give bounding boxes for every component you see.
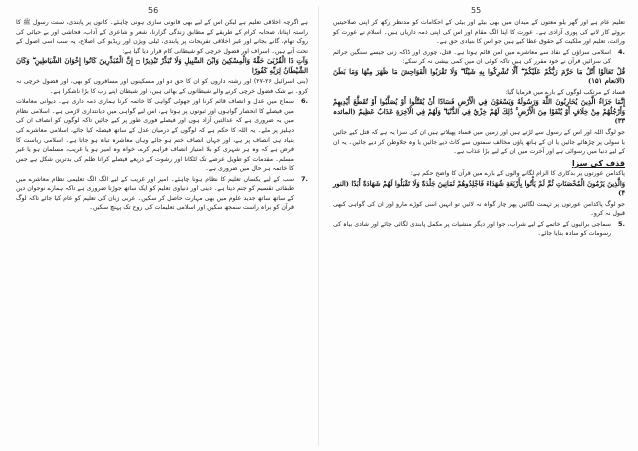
- left-page-number: 56: [148, 6, 159, 15]
- numbered-paragraph: [333, 48, 625, 67]
- paragraph-text: پاکدامن عورتوں پر بدکاری کا الزام لگانے والوں کے بارے میں قرآن کا واضح حکم ہے:: [410, 170, 625, 178]
- paragraph-number: 4.: [618, 47, 625, 56]
- numbered-paragraph: [16, 97, 308, 173]
- paragraph-text: تعلیم عام ہے اور گھر یلو معتوں کے میدان میں بھی بیٹے اور بیٹی کے احکامات کو مدنظر رکھ کر اپنی صلاحیتیں بروئے کار لانے کی پوری آزادی ہے۔ عورت کا اپنا الگ مقام اور اس کی اپنی ذمہ داریاں ہیں۔ اسلام نے عورت کو وراثت، تعلیم اور ملکیت کے حقوق عطا کیے ہیں جو اس کا بنیادی حق ہے۔: [333, 19, 625, 46]
- paragraph-text: (بنی اسرائیل ۲۶-۲۷) اور رشتہ داروں کو ان کا حق دو اور مسکینوں اور مسافروں کو بھی، اور فضول خرچی نہ کرو۔ بے شک فضول خرچی کرنے والے شیطانوں کے بھائی ہیں، اور شیطان اپنے رب کا بڑا ناشکرا ہے۔: [16, 78, 309, 95]
- quran-verse: [333, 68, 625, 87]
- paragraph: [333, 169, 625, 179]
- right-page-number: 55: [471, 6, 482, 15]
- paragraph: [333, 200, 625, 219]
- quran-verse: [16, 57, 308, 76]
- right-page-text: [333, 18, 625, 240]
- paragraph-text: سماجی برائیوں کے خاتمے کے لیے شراب، جوا اور دیگر منشیات پر مکمل پابندی لگائی جائے اور شادی بیاہ کی رسومات کو سادہ بنایا جائے۔: [333, 220, 611, 238]
- quran-verse: [333, 98, 625, 127]
- paragraph: [333, 88, 625, 98]
- section-heading: قذف کی سزا: [571, 158, 625, 168]
- paragraph: [333, 128, 625, 157]
- paragraph-text: اسلامی سزاؤں کے نفاذ سے معاشرے میں امن قائم ہوتا ہے۔ قتل، چوری اور ڈاکہ زنی جیسے سنگین جرائم کی سزائیں قرآن نے خود مقرر کی ہیں تاکہ کوئی ان میں کمی بیشی نہ کر سکے:: [333, 48, 611, 66]
- numbered-paragraph: [16, 175, 308, 213]
- verse-text: وَآتِ ذَا الْقُرْبَىٰ حَقَّهُ وَالْمِسْكِينَ وَابْنَ السَّبِيلِ وَلَا تُبَذِّرْ تَبْذِيرًا ۝ إِنَّ الْمُبَذِّرِينَ كَانُوا إِخْوَانَ الشَّيَاطِينِ ۖ وَكَانَ الشَّيْطَانُ لِرَبِّهِ كَفُورًا: [16, 57, 308, 75]
- left-page-text: [16, 18, 308, 214]
- paragraph-number: 7.: [301, 174, 308, 183]
- paragraph-text: سماج میں عدل و انصاف قائم کرنا اور جھوٹی گواہی کا خاتمہ کرنا ہماری ذمہ داری ہے۔ دیوانی معاملات میں فیصلے کا انحصار گواہوں اور ثبوتوں پر ہوتا ہے، اس لیے گواہی میں دیانتداری لازمی ہے۔ اسلامی نظام میں یہ ضروری ہے کہ عدالتیں آزاد ہوں اور فیصلے فوری طور پر کیے جائیں تاکہ لوگوں کو انصاف ان کی دہلیز پر ملے۔ یہ اللہ کا حکم ہے کہ لوگوں کے درمیان عدل کے ساتھ فیصلہ کیا جائے، اسلامی معاشرے کی بنیاد ہی انصاف پر ہے، اور جہاں انصاف ختم ہو جائے وہاں معاشرہ تباہ ہو جاتا ہے۔ اسلامی ریاست کا فرض ہے کہ وہ ہر شہری کو بلا امتیاز انصاف فراہم کرے، خواہ وہ امیر ہو یا غریب، مسلمان ہو یا غیر مسلم۔ مقدمات کو طویل عرصے تک لٹکانا اور رشوت کے ذریعے فیصلے کرانا ظلم کی بدترین شکل ہے جس کا خاتمہ ہر حال میں ضروری ہے۔: [16, 98, 294, 173]
- paragraph: [16, 18, 308, 56]
- right-page: [319, 0, 638, 451]
- paragraph: [333, 18, 625, 47]
- paragraph: [16, 77, 308, 96]
- paragraph-number: 6.: [301, 97, 308, 106]
- paragraph-text: سب کے لیے یکساں تعلیم کا نظام ہونا چاہئے۔ امیر اور غریب کے لیے الگ الگ تعلیمی نظام معاشرے میں طبقاتی تقسیم کو جنم دیتا ہے۔ دینی اور دنیاوی تعلیم کو ایک ساتھ جوڑنا ضروری ہے تاکہ ہمارے نوجوان دین کے ساتھ ساتھ جدید علوم میں بھی مہارت حاصل کر سکیں۔ عربی زبان کی تعلیم کو عام کیا جائے تاکہ لوگ قرآن کو براہ راست سمجھ سکیں اور اسلامی تعلیمات کی روح تک پہنچ سکیں۔: [16, 175, 294, 212]
- paragraph-text: فساد کے مرتکب لوگوں کے بارے میں فرمایا گیا:: [505, 88, 625, 96]
- paragraph-text: جو لوگ اللہ اور اس کے رسول سے لڑتے ہیں اور زمین میں فساد پھیلاتے ہیں ان کی سزا یہ ہے کہ قتل کیے جائیں یا سولی پر چڑھائے جائیں یا ان کے ہاتھ پاؤں مخالف سمتوں سے کاٹ دیے جائیں یا وہ جلاوطن کر دیے جائیں۔ یہ ان کے لیے دنیا میں رسوائی ہے اور آخرت میں ان کے لیے بڑا عذاب ہے۔: [333, 129, 625, 156]
- verse-text: قُلْ تَعَالَوْا أَتْلُ مَا حَرَّمَ رَبُّكُمْ عَلَيْكُمْ ۖ أَلَّا تُشْرِكُوا بِهِ شَيْئًا ۖ وَلَا تَقْرَبُوا الْفَوَاحِشَ مَا ظَهَرَ مِنْهَا وَمَا بَطَنَ (الانعام ۱۵۱): [333, 67, 625, 86]
- verse-text: وَالَّذِينَ يَرْمُونَ الْمُحْصَنَاتِ ثُمَّ لَمْ يَأْتُوا بِأَرْبَعَةِ شُهَدَاءَ فَاجْلِدُوهُمْ ثَمَانِينَ جَلْدَةً وَلَا تَقْبَلُوا لَهُمْ شَهَادَةً أَبَدًا (النور ۴): [333, 179, 625, 198]
- paragraph-number: 5.: [618, 219, 625, 228]
- verse-text: إِنَّمَا جَزَاءُ الَّذِينَ يُحَارِبُونَ اللَّهَ وَرَسُولَهُ وَيَسْعَوْنَ فِي الْأَرْضِ فَسَادًا أَنْ يُقَتَّلُوا أَوْ يُصَلَّبُوا أَوْ تُقَطَّعَ أَيْدِيهِمْ وَأَرْجُلُهُمْ مِنْ خِلَافٍ أَوْ يُنْفَوْا مِنَ الْأَرْضِ ۚ ذَٰلِكَ لَهُمْ خِزْيٌ فِي الدُّنْيَا ۖ وَلَهُمْ فِي الْآخِرَةِ عَذَابٌ عَظِيمٌ (المائدہ ۳۳): [333, 98, 625, 126]
- numbered-paragraph: [333, 220, 625, 239]
- paragraph-text: جو لوگ پاکدامن عورتوں پر تہمت لگائیں پھر چار گواہ نہ لائیں تو انہیں اسی کوڑے مارو اور ان کی گواہی کبھی قبول نہ کرو۔: [333, 200, 625, 218]
- paragraph-text: ہے اگرچہ اخلاقی تعلیم ہے لیکن اس کے لیے بھی قانونی سازی ہونی چاہئے۔ کانوں پر پابندی، سنت رسول ﷺ کا راستہ اپنانا، صحابہ کرام کے طریقے کے مطابق زندگی گزارنا، شعر و شاعری کے آداب، فحاشی اور بے حیائی کی روک تھام، گانے بجانے اور غیر اخلاقی تفریحات پر پابندی، ٹیلی ویژن اور ریڈیو کی اصلاح، یہ سب اسی اصول کے تحت آتے ہیں۔ اسراف اور فضول خرچی کو شیطانی کام قرار دیا گیا ہے:: [16, 19, 308, 55]
- quran-verse: [333, 180, 625, 199]
